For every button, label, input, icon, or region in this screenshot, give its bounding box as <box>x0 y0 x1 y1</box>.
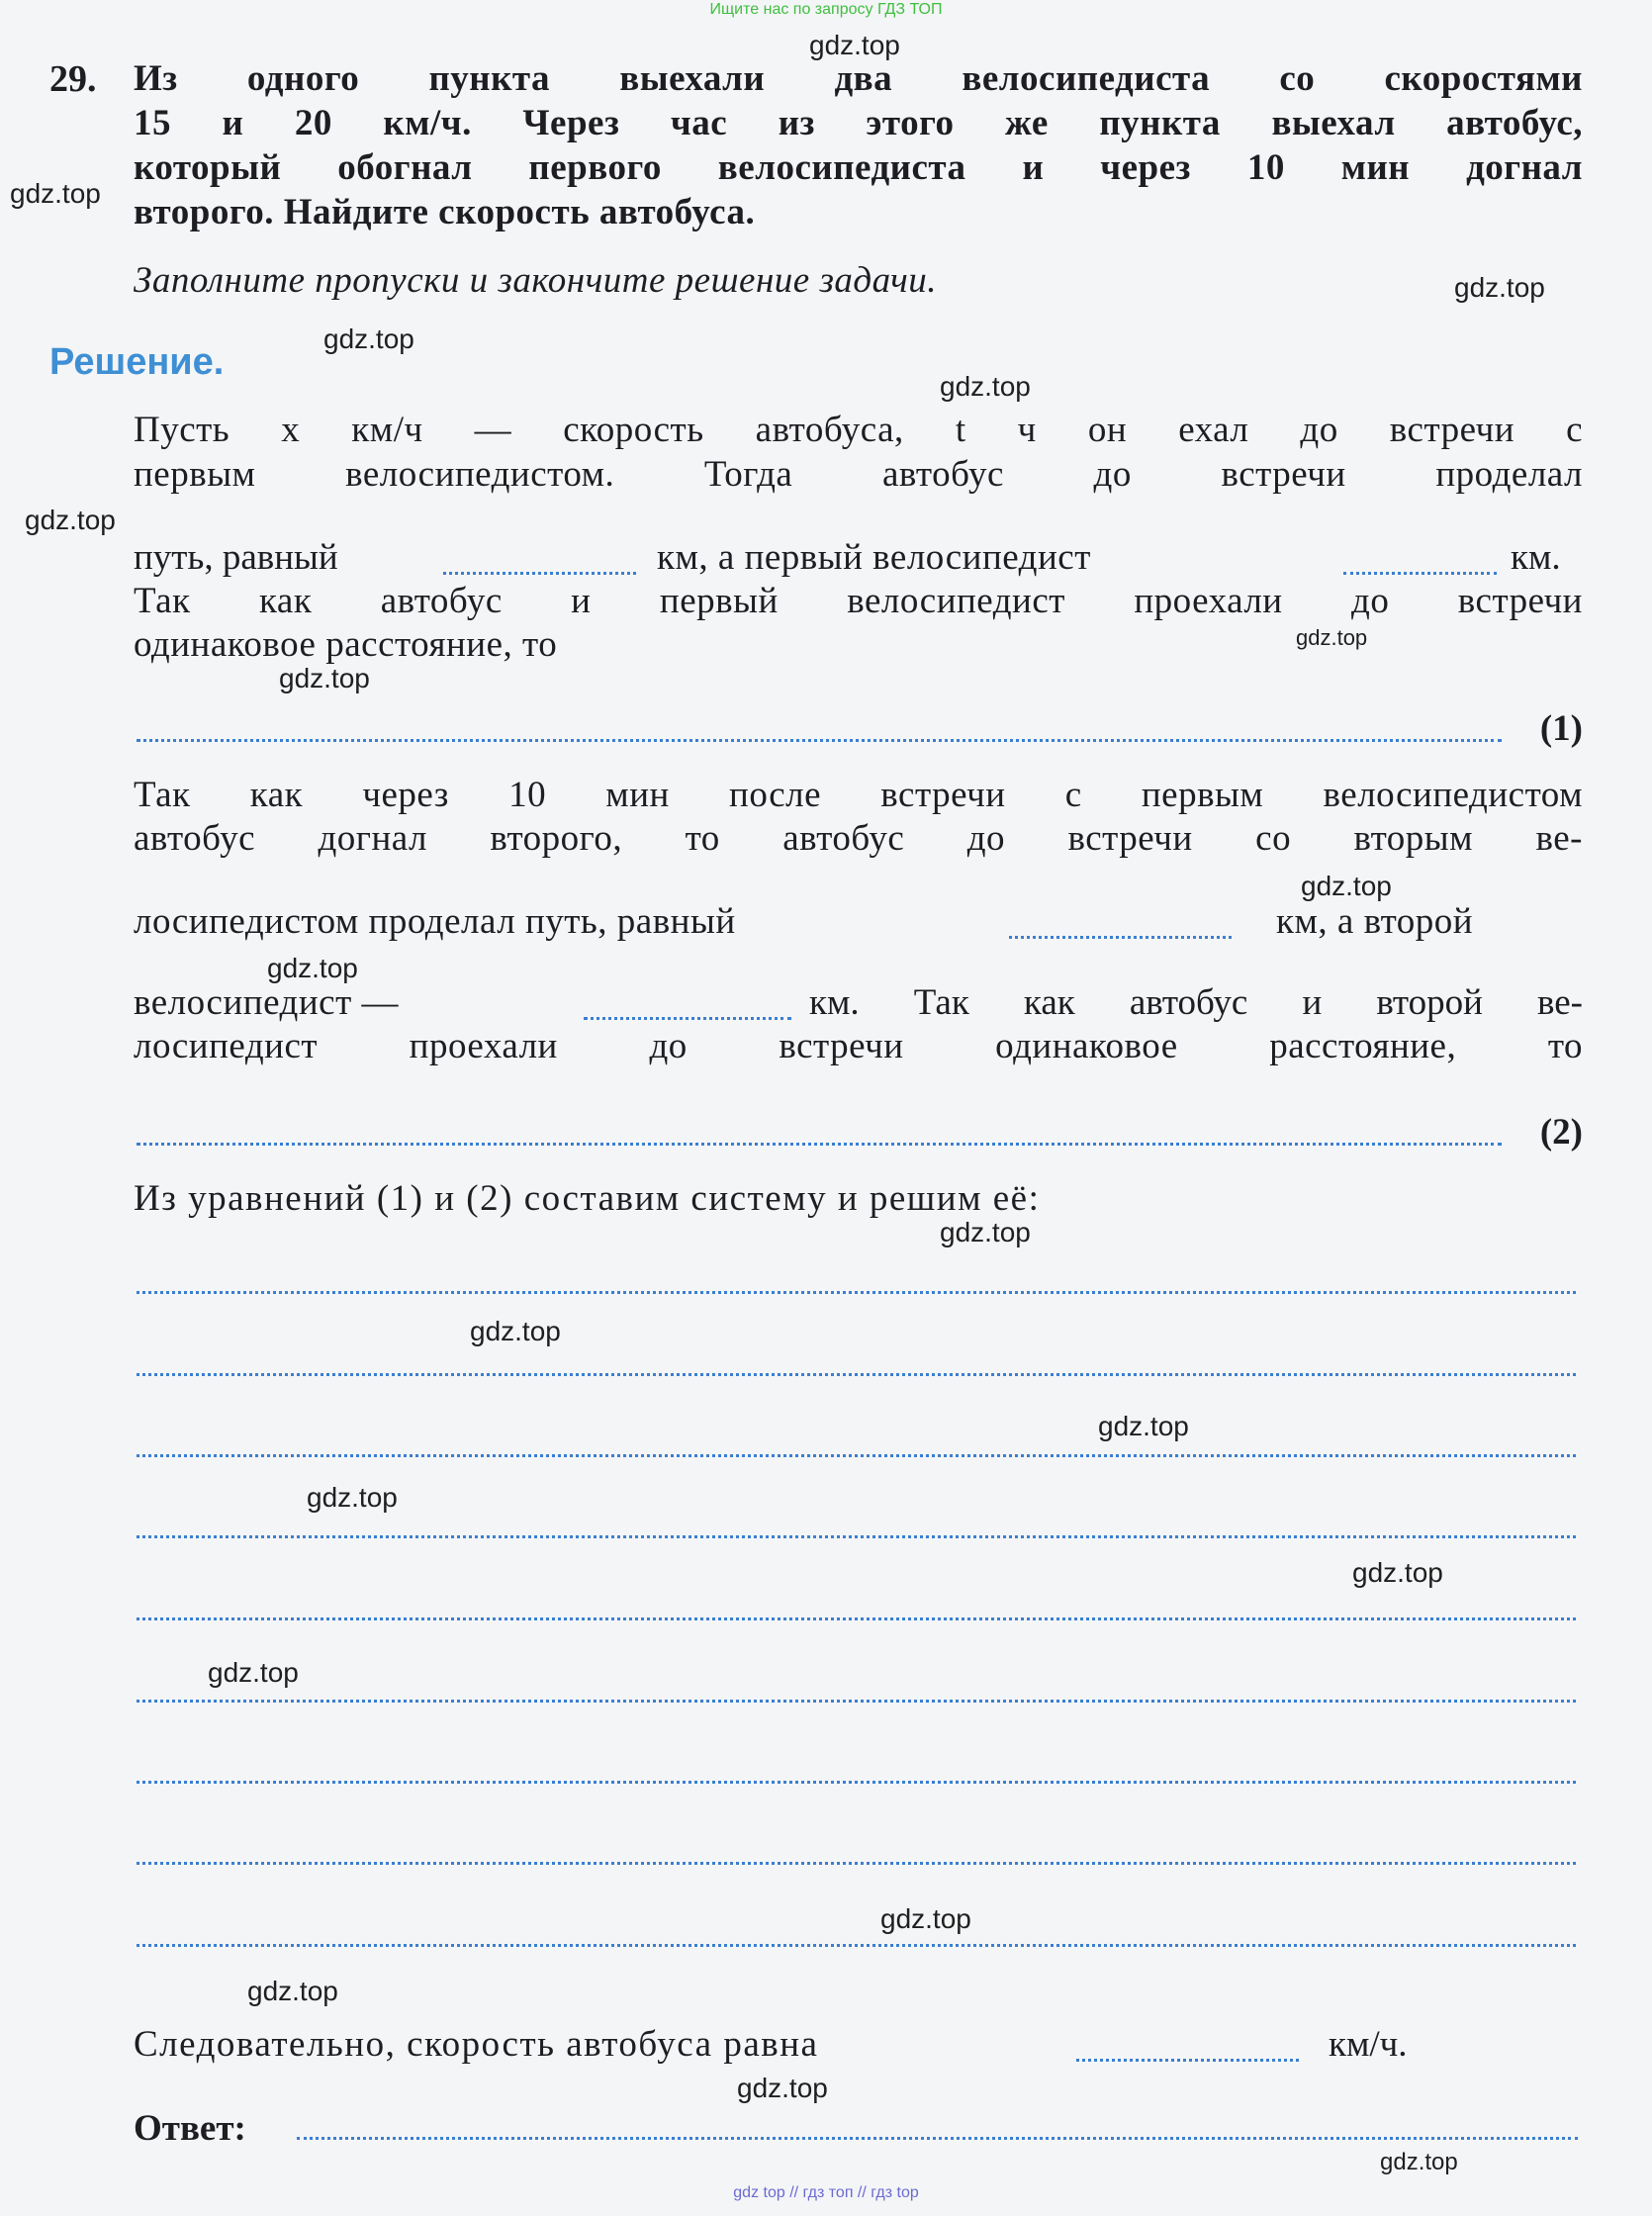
watermark: gdz.top <box>10 178 101 209</box>
watermark: gdz.top <box>809 30 900 60</box>
blank-bus-distance-1[interactable] <box>443 542 636 575</box>
watermark: gdz.top <box>470 1316 561 1346</box>
blank-cyclist1-distance[interactable] <box>1343 542 1497 575</box>
conclusion-end: км/ч. <box>1329 2024 1408 2065</box>
solution-blank-line-7[interactable] <box>137 1781 1576 1784</box>
system-line: Из уравнений (1) и (2) составим систему и решим её: <box>134 1178 1041 1219</box>
answer-label: Ответ: <box>134 2108 246 2149</box>
p2-line-3-end: км, а второй <box>1276 901 1474 942</box>
solution-blank-line-6[interactable] <box>137 1700 1576 1703</box>
equation-2-blank[interactable] <box>137 1143 1502 1146</box>
watermark: gdz.top <box>940 371 1031 402</box>
solution-blank-line-1[interactable] <box>137 1291 1576 1294</box>
watermark: gdz.top <box>279 663 370 693</box>
p1-line-2: первым велосипедистом. Тогда автобус до встречи проделал <box>134 454 1583 495</box>
problem-line-1: Из одного пункта выехали два велосипедиста со скоростями <box>134 58 1583 99</box>
p2-line-4-end: км. Так как автобус и второй ве- <box>809 982 1583 1023</box>
solution-blank-line-4[interactable] <box>137 1535 1576 1538</box>
problem-line-3: который обогнал первого велосипедиста и через 10 мин догнал <box>134 147 1583 188</box>
watermark: gdz.top <box>1296 625 1368 650</box>
equation-2-number: (2) <box>1539 1112 1583 1153</box>
equation-1-number: (1) <box>1539 708 1583 749</box>
watermark: gdz.top <box>247 1976 338 2006</box>
solution-blank-line-9[interactable] <box>137 1944 1576 1947</box>
watermark: gdz.top <box>1098 1411 1189 1441</box>
watermark: gdz.top <box>323 323 414 354</box>
p2-line-5: лосипедист проехали до встречи одинаковое расстояние, то <box>134 1026 1583 1066</box>
problem-number: 29. <box>49 58 97 100</box>
p1-line-3 <box>134 536 338 580</box>
watermark: gdz.top <box>1454 272 1545 303</box>
p2-line-1: Так как через 10 мин после встречи с первым велосипедистом <box>134 775 1583 815</box>
watermark: gdz.top <box>940 1217 1031 1247</box>
solution-blank-line-5[interactable] <box>137 1617 1576 1620</box>
p1-line-5: одинаковое расстояние, то <box>134 624 558 665</box>
answer-blank[interactable] <box>297 2137 1578 2140</box>
solution-blank-line-2[interactable] <box>137 1373 1576 1376</box>
p1-line-3-end: км. <box>1511 537 1561 578</box>
blank-bus-distance-2[interactable] <box>1009 906 1232 939</box>
watermark: gdz.top <box>208 1657 299 1688</box>
watermark: gdz.top <box>737 2073 828 2103</box>
watermark: gdz.top <box>307 1482 398 1513</box>
watermark: gdz.top <box>267 953 358 983</box>
solution-label: Решение. <box>49 341 225 383</box>
problem-line-2: 15 и 20 км/ч. Через час из этого же пункта выехал автобус, <box>134 103 1583 143</box>
p1-line-4: Так как автобус и первый велосипедист проехали до встречи <box>134 581 1583 621</box>
solution-blank-line-3[interactable] <box>137 1454 1576 1457</box>
p1-line-3-start: путь, равный <box>134 537 338 578</box>
blank-cyclist2-distance[interactable] <box>584 987 791 1020</box>
watermark: gdz.top <box>1352 1557 1443 1588</box>
p2-line-3-start: лосипедистом проделал путь, равный <box>134 901 736 942</box>
p1-line-3-mid: км, а первый велосипедист <box>657 537 1091 578</box>
p1-line-1: Пусть x км/ч — скорость автобуса, t ч он ехал до встречи с <box>134 410 1583 450</box>
watermark: gdz.top <box>880 1903 971 1934</box>
blank-bus-speed[interactable] <box>1076 2029 1299 2062</box>
watermark: gdz.top <box>1380 2149 1458 2175</box>
conclusion-start: Следовательно, скорость автобуса равна <box>134 2024 819 2065</box>
solution-blank-line-8[interactable] <box>137 1862 1576 1865</box>
watermark: gdz.top <box>25 505 116 535</box>
top-banner: Ищите нас по запросу ГДЗ ТОП <box>709 1 943 18</box>
p2-line-2: автобус догнал второго, то автобус до встречи со вторым ве- <box>134 818 1583 859</box>
equation-1-blank[interactable] <box>137 739 1502 742</box>
problem-line-4: второго. Найдите скорость автобуса. <box>134 192 756 232</box>
instruction: Заполните пропуски и закончите решение задачи. <box>134 260 938 301</box>
bottom-banner: gdz top // гдз топ // гдз top <box>733 2184 919 2201</box>
watermark: gdz.top <box>1301 871 1392 901</box>
p2-line-4-start: велосипедист — <box>134 982 399 1023</box>
